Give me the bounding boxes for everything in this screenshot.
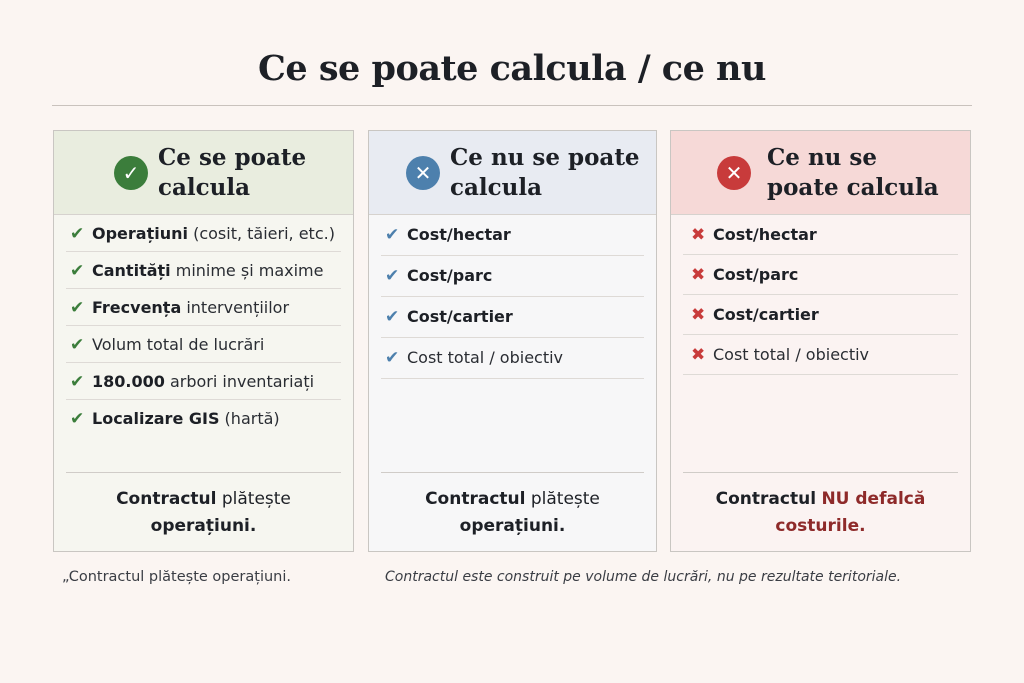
list-item: ✔ Cost/cartier <box>381 297 644 338</box>
column-can-calculate <box>53 130 354 552</box>
check-circle-icon: ✓ <box>114 156 148 190</box>
check-icon: ✔ <box>70 335 85 355</box>
x-icon: ✖ <box>691 225 706 245</box>
column-cannot-calculate-blue <box>368 130 657 552</box>
check-icon: ✔ <box>70 298 85 318</box>
note-left: „Contractul plătește operațiuni. <box>62 569 291 585</box>
column-header <box>54 131 353 215</box>
x-icon: ✖ <box>691 345 706 365</box>
column-footer: Contractul plătește operațiuni. <box>381 472 644 540</box>
item-list <box>54 215 353 436</box>
check-icon: ✔ <box>385 307 400 327</box>
column-header <box>671 131 970 215</box>
list-item: ✔ Localizare GIS (hartă) <box>70 409 280 429</box>
x-icon: ✖ <box>691 305 706 325</box>
column-footer: Contractul NU defalcă costurile. <box>683 472 958 540</box>
list-item: ✖ Cost/cartier <box>683 295 958 335</box>
check-icon: ✔ <box>70 261 85 281</box>
x-icon: ✖ <box>691 265 706 285</box>
list-item: ✔ Volum total de lucrări <box>66 326 341 363</box>
check-icon: ✔ <box>70 372 85 392</box>
list-item: ✔ 180.000 arbori inventariați <box>66 363 341 400</box>
column-cannot-calculate-red <box>670 130 971 552</box>
x-circle-red-icon: ✕ <box>717 156 751 190</box>
list-item: ✔ Cantități minime și maxime <box>66 252 341 289</box>
note-right: Contractul este construit pe volume de lucrări, nu pe rezultate teritoriale. <box>385 569 902 585</box>
column-title: Ce nu se poate calcula <box>450 143 640 201</box>
list-item: ✖ Cost/hectar <box>683 215 958 255</box>
check-icon: ✔ <box>385 266 400 286</box>
list-item: ✔ Cost/hectar <box>381 215 644 256</box>
list-item: ✔ Cost total / obiectiv <box>381 338 644 379</box>
check-icon: ✔ <box>385 348 400 368</box>
page-title: Ce se poate calcula / ce nu <box>258 48 766 89</box>
list-item: ✔ Cost/parc <box>381 256 644 297</box>
x-circle-blue-icon: ✕ <box>406 156 440 190</box>
check-icon: ✔ <box>70 224 85 244</box>
check-icon: ✔ <box>385 225 400 245</box>
column-header <box>369 131 656 215</box>
column-title: Ce nu se poate calcula <box>767 143 939 201</box>
list-item: ✔ Operațiuni (cosit, tăieri, etc.) <box>66 215 341 252</box>
list-item: ✖ Cost/parc <box>683 255 958 295</box>
item-list <box>671 215 970 375</box>
check-icon: ✔ <box>70 409 85 429</box>
title-divider <box>52 105 972 106</box>
column-footer: Contractul plătește operațiuni. <box>66 472 341 540</box>
column-title: Ce se poate calcula <box>158 143 307 201</box>
list-item: ✖ Cost total / obiectiv <box>683 335 958 375</box>
item-list <box>369 215 656 379</box>
list-item: ✔ Frecvența intervențiilor <box>66 289 341 326</box>
